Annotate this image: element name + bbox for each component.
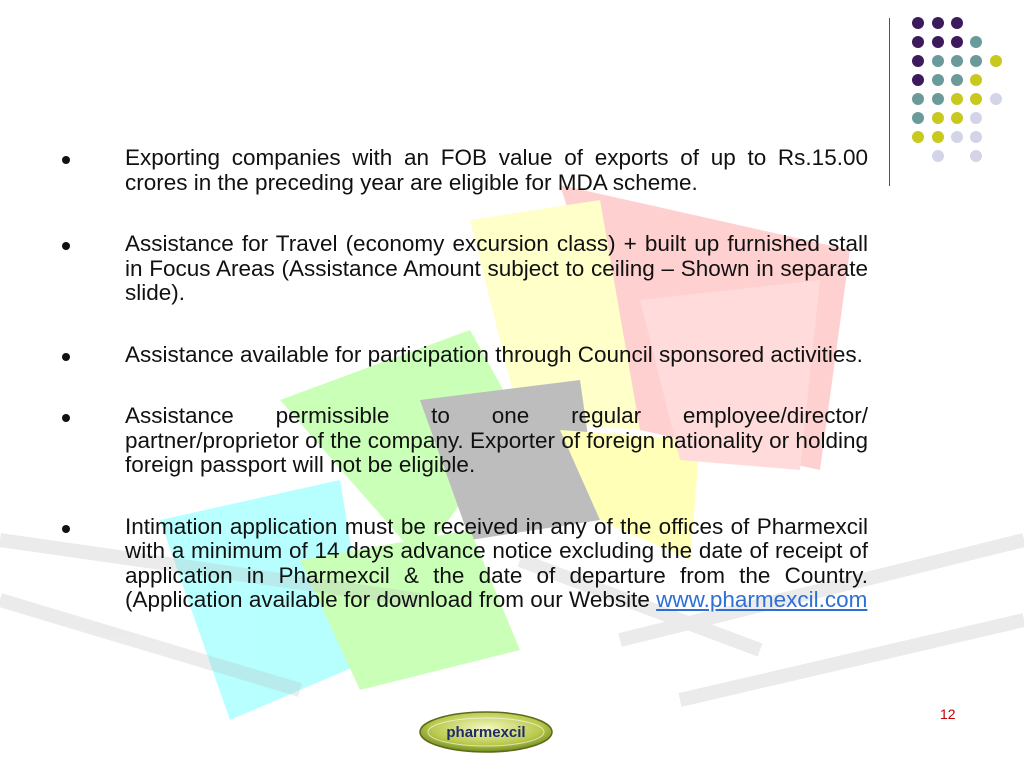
- bullet-item-permissible-person: [62, 404, 868, 478]
- bullet-item-travel-assistance: [62, 232, 868, 306]
- bullet-text: Assistance permissible to one regular employee/director/ partner/proprietor of the company. Exporter of foreign nationality or holding foreign passport will not be eligible.: [125, 403, 868, 477]
- bullet-item-council-activities: [62, 343, 868, 368]
- logo-text: pharmexcil: [446, 724, 526, 741]
- vertical-divider: [889, 18, 890, 186]
- page-number: 12: [940, 706, 956, 722]
- bullet-dot-icon: [62, 353, 70, 361]
- bullet-list: [62, 146, 868, 650]
- bullet-dot-icon: [62, 156, 70, 164]
- bullet-dot-icon: [62, 242, 70, 250]
- bullet-text: Exporting companies with an FOB value of exports of up to Rs.15.00 crores in the preceding year are eligible for MDA scheme.: [125, 145, 868, 195]
- website-link[interactable]: www.pharmexcil.com: [656, 587, 868, 612]
- bullet-text: Assistance for Travel (economy excursion class) + built up furnished stall in Focus Areas (Assistance Amount subject to ceiling – Shown in separate slide).: [125, 231, 868, 305]
- bullet-item-intimation-application: [62, 515, 868, 613]
- bullet-item-mda-eligibility: [62, 146, 868, 195]
- bullet-dot-icon: [62, 525, 70, 533]
- bullet-dot-icon: [62, 414, 70, 422]
- pharmexcil-logo: [418, 710, 554, 754]
- bullet-text: Intimation application must be received in any of the offices of Pharmexcil with a minimum of 14 days advance notice excluding the date of receipt of application in Pharmexcil & the date of departure from the Country. (Application available for download from our Website: [125, 513, 868, 612]
- bullet-text: Assistance available for participation through Council sponsored activities.: [125, 341, 863, 367]
